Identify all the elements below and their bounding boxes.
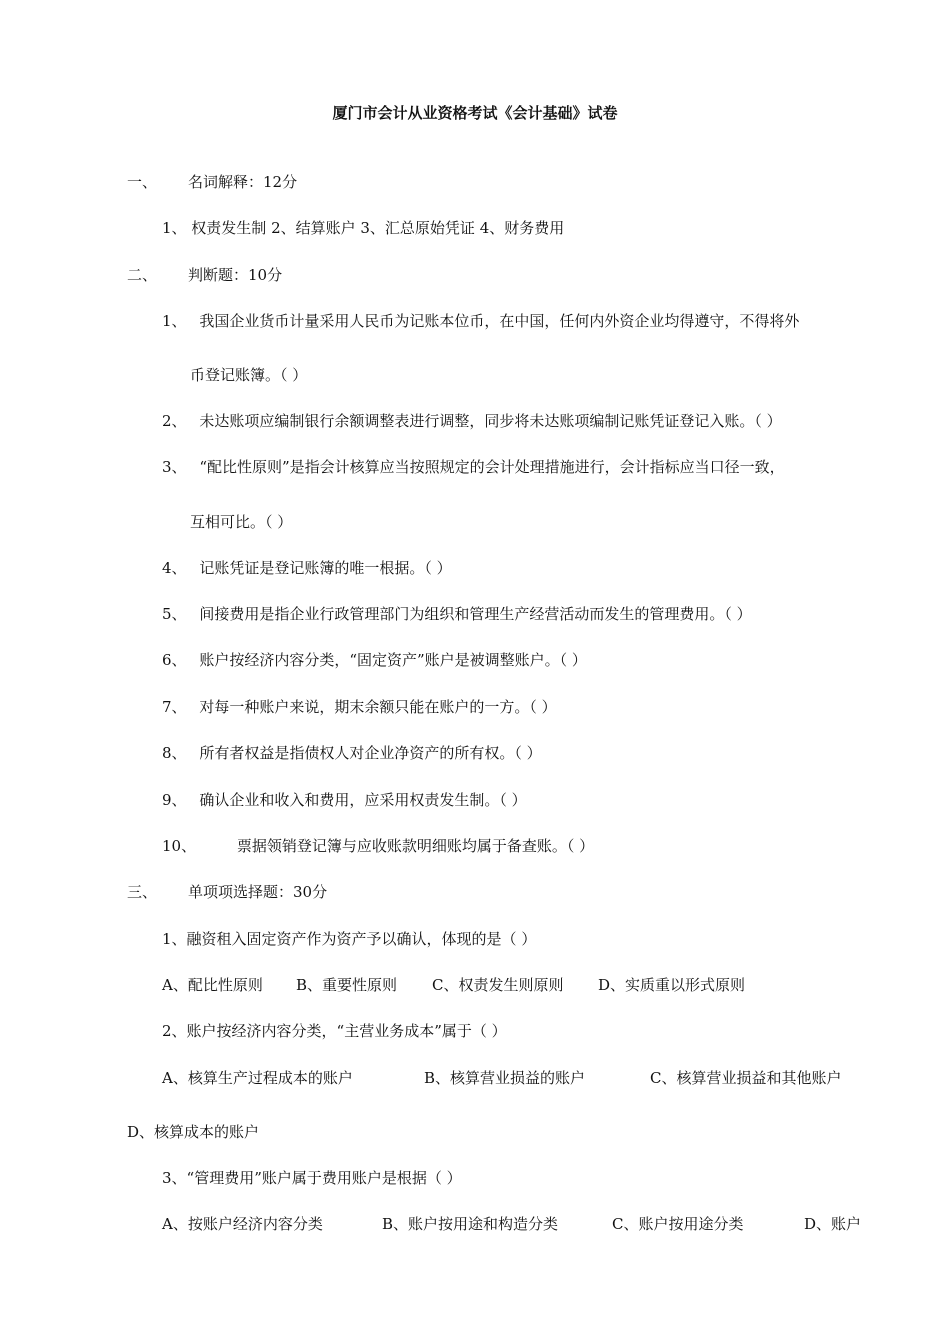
judgment-item-3-cont: 互相可比。（ ） xyxy=(190,513,293,531)
mc-question-2-option-d: D、核算成本的账户 xyxy=(127,1123,260,1141)
section-label: 判断题：10分 xyxy=(188,266,283,284)
item-number: 7、 xyxy=(162,698,187,716)
judgment-item-1-cont: 币登记账簿。（ ） xyxy=(190,366,308,384)
judgment-item-4 xyxy=(162,558,452,578)
judgment-item-7 xyxy=(162,697,557,717)
judgment-item-2 xyxy=(162,411,782,431)
judgment-item-3 xyxy=(162,457,785,477)
item-number: 2、 xyxy=(162,412,187,430)
option-b: B、账户按用途和构造分类 xyxy=(382,1215,559,1233)
item-text: 我国企业货币计量采用人民币为记账本位币，在中国，任何内外资企业均得遵守，不得将外 xyxy=(199,312,800,330)
item-text: “配比性原则”是指会计核算应当按照规定的会计处理措施进行，会计指标应当口径一致， xyxy=(199,458,785,476)
item-text: 未达账项应编制银行余额调整表进行调整，同步将未达账项编制记账凭证登记入账。（ ） xyxy=(199,412,782,430)
item-number: 4、 xyxy=(162,559,187,577)
option-c: C、核算营业损益和其他账户 xyxy=(650,1069,842,1087)
section-label: 名词解释：12分 xyxy=(188,173,298,191)
item-text: 对每一种账户来说，期末余额只能在账户的一方。（ ） xyxy=(199,698,557,716)
section-label: 单项项选择题：30分 xyxy=(188,883,328,901)
item-text: 记账凭证是登记账簿的唯一根据。（ ） xyxy=(199,559,452,577)
item-number: 6、 xyxy=(162,651,187,669)
section-number: 二、 xyxy=(127,266,158,284)
item-number: 10、 xyxy=(162,837,197,855)
item-text: 确认企业和收入和费用，应采用权责发生制。（ ） xyxy=(199,791,527,809)
judgment-item-1 xyxy=(162,311,799,331)
option-b: B、重要性原则 xyxy=(296,976,398,994)
judgment-item-6 xyxy=(162,650,587,670)
option-d: D、账户 xyxy=(804,1215,862,1233)
judgment-item-5 xyxy=(162,604,752,624)
item-number: 9、 xyxy=(162,791,187,809)
item-number: 3、 xyxy=(162,458,187,476)
section-number: 三、 xyxy=(127,883,158,901)
terms-line: 1、 权责发生制 2、结算账户 3、汇总原始凭证 4、财务费用 xyxy=(162,219,565,237)
option-c: C、权责发生则原则 xyxy=(432,976,564,994)
mc-question-1: 1、融资租入固定资产作为资产予以确认，体现的是（ ） xyxy=(162,930,537,948)
option-d: D、实质重以形式原则 xyxy=(598,976,746,994)
judgment-item-10 xyxy=(162,836,594,856)
item-text: 间接费用是指企业行政管理部门为组织和管理生产经营活动而发生的管理费用。（ ） xyxy=(199,605,752,623)
option-a: A、按账户经济内容分类 xyxy=(162,1215,323,1233)
item-number: 5、 xyxy=(162,605,187,623)
page-title: 厦门市会计从业资格考试《会计基础》试卷 xyxy=(332,104,618,122)
section-number: 一、 xyxy=(127,173,158,191)
item-text: 票据领销登记簿与应收账款明细账均属于备查账。（ ） xyxy=(236,837,595,855)
item-text: 所有者权益是指债权人对企业净资产的所有权。（ ） xyxy=(199,744,542,762)
option-a: A、配比性原则 xyxy=(162,976,263,994)
option-c: C、账户按用途分类 xyxy=(612,1215,744,1233)
option-a: A、核算生产过程成本的账户 xyxy=(162,1069,353,1087)
item-number: 1、 xyxy=(162,312,187,330)
judgment-item-8 xyxy=(162,743,542,763)
mc-question-3: 3、“管理费用”账户属于费用账户是根据（ ） xyxy=(162,1169,462,1187)
option-b: B、核算营业损益的账户 xyxy=(424,1069,586,1087)
item-number: 8、 xyxy=(162,744,187,762)
mc-question-2: 2、账户按经济内容分类，“主营业务成本”属于（ ） xyxy=(162,1022,507,1040)
item-text: 账户按经济内容分类，“固定资产”账户是被调整账户。（ ） xyxy=(199,651,587,669)
judgment-item-9 xyxy=(162,790,527,810)
